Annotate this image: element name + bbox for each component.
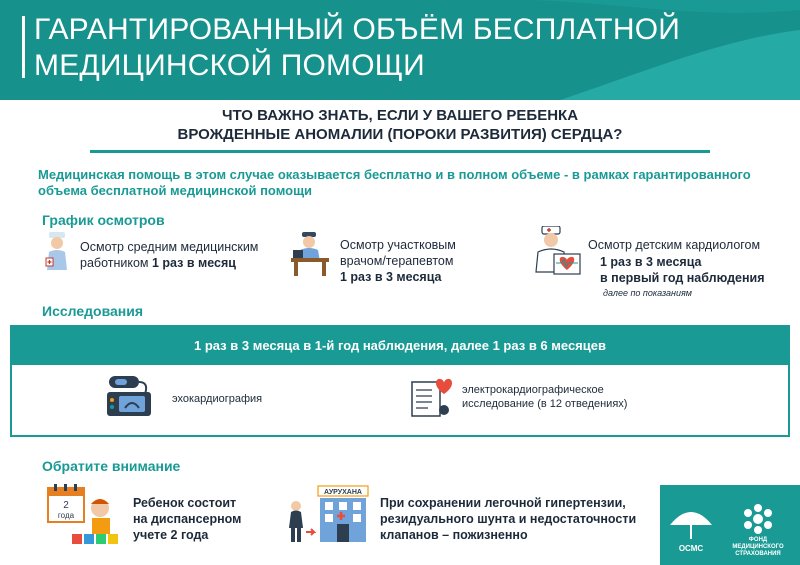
exam-cardiologist-frequency: 1 раз в 3 месяца в первый год наблюдения	[600, 255, 765, 285]
exam-cardiologist-note: далее по показаниям	[603, 288, 692, 298]
header-accent-bar	[22, 16, 25, 78]
ultrasound-icon	[105, 374, 155, 418]
attention-registry: Ребенок состоит на диспансерном учете 2 года	[133, 496, 242, 542]
osms-logo-icon	[666, 503, 716, 543]
svg-text:2: 2	[63, 500, 69, 511]
page-title: ГАРАНТИРОВАННЫЙ ОБЪЁМ БЕСПЛАТНОЙ МЕДИЦИНСКОЙ ПОМОЩИ	[34, 13, 680, 82]
fund-logo-text: ФОНД МЕДИЦИНСКОГО СТРАХОВАНИЯ	[732, 537, 784, 557]
nurse-icon	[44, 232, 70, 274]
exam-nurse: Осмотр средним медицинским работником 1 раз в месяц	[80, 240, 259, 270]
svg-text:АУРУХАНА: АУРУХАНА	[324, 489, 362, 496]
svg-text:года: года	[57, 511, 75, 520]
research-frequency: 1 раз в 3 месяца в 1-й год наблюдения, далее 1 раз в 6 месяцев	[12, 327, 788, 365]
fund-logo-icon	[738, 502, 778, 536]
research-echo: эхокардиография	[172, 393, 263, 405]
cardiologist-icon	[532, 226, 582, 280]
intro-text: Медицинская помощь в этом случае оказывается бесплатно и в полном объеме - в рамках гарантированного объема бесплатной медицинской помощи	[38, 167, 751, 198]
exam-cardiologist: Осмотр детским кардиологом	[588, 238, 761, 252]
page-subtitle: ЧТО ВАЖНО ЗНАТЬ, ЕСЛИ У ВАШЕГО РЕБЕНКА ВРОЖДЕННЫЕ АНОМАЛИИ (ПОРОКИ РАЗВИТИЯ) СЕРДЦА?	[177, 107, 623, 143]
attention-heading: Обратите внимание	[42, 458, 181, 474]
attention-lifelong: При сохранении легочной гипертензии, резидуального шунта и недостаточности клапанов – пожизненно	[380, 496, 637, 542]
header-banner	[0, 0, 800, 100]
research-heading: Исследования	[42, 303, 144, 319]
calendar-child-icon	[44, 484, 124, 548]
hospital-icon	[284, 484, 370, 546]
osms-logo-text: ОСМС	[678, 544, 704, 553]
schedule-heading: График осмотров	[42, 212, 165, 228]
doctor-desk-icon	[290, 232, 330, 276]
exam-therapist: Осмотр участковым врачом/терапевтом 1 раз в 3 месяца	[340, 238, 456, 284]
ecg-icon	[410, 376, 454, 418]
research-ecg: электрокардиографическое исследование (в 12 отведениях)	[462, 384, 628, 410]
subtitle-underline	[90, 150, 710, 154]
